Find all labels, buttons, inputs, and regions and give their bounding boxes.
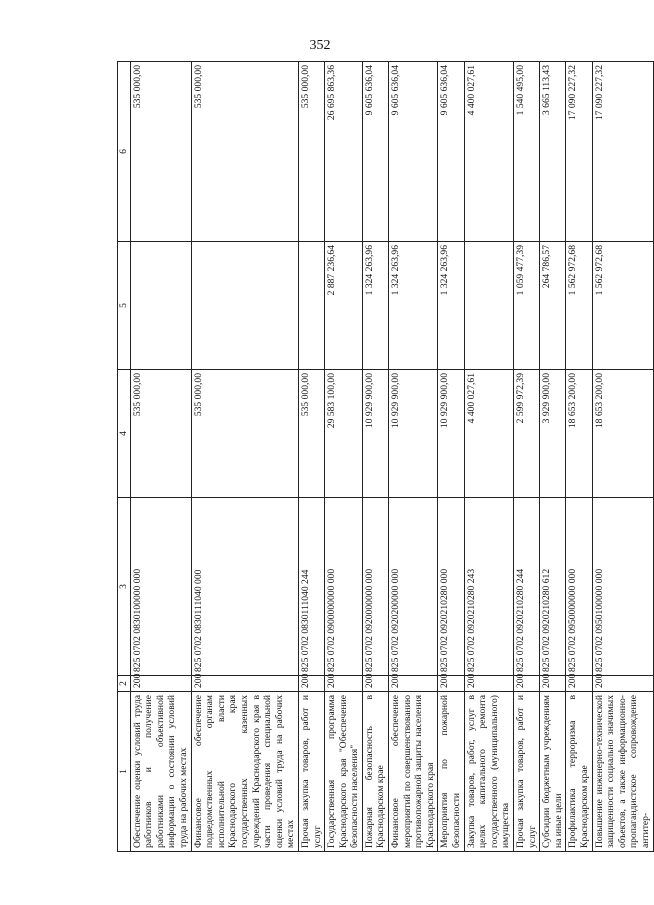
row-value-5: 1 324 263,96 <box>389 242 438 370</box>
row-name: Закупка товаров, работ, услуг в целях капитального ремонта государственного (муниципального) имущества <box>464 692 513 852</box>
table-row <box>362 62 388 852</box>
header-col-3: 3 <box>118 498 131 676</box>
row-value-6: 4 400 027,61 <box>464 62 513 242</box>
row-value-6: 9 605 636,04 <box>362 62 388 242</box>
header-col-2: 2 <box>118 676 131 692</box>
table-row <box>464 62 513 852</box>
table-row <box>592 62 653 852</box>
row-code: 825 0702 0920210280 244 <box>514 498 540 676</box>
row-code: 825 0702 0920210280 612 <box>540 498 566 676</box>
row-code: 825 0702 0920210280 000 <box>438 498 464 676</box>
row-name: Финансовое обеспечение мероприятий по совершенствованию противопожарной защиты населения Краснодарского края <box>389 692 438 852</box>
table-row <box>298 62 324 852</box>
row-value-5: 264 786,57 <box>540 242 566 370</box>
row-value-6: 17 090 227,32 <box>592 62 653 242</box>
row-value-5: 1 324 263,96 <box>362 242 388 370</box>
row-group: 200 <box>130 676 191 692</box>
row-value-4: 10 929 900,00 <box>362 370 388 498</box>
row-value-5 <box>298 242 324 370</box>
row-value-6: 1 540 495,00 <box>514 62 540 242</box>
row-code: 825 0702 0900000000 000 <box>325 498 363 676</box>
row-value-6: 535 000,00 <box>130 62 191 242</box>
row-group: 200 <box>540 676 566 692</box>
row-group: 200 <box>325 676 363 692</box>
row-value-4: 10 929 900,00 <box>438 370 464 498</box>
row-name: Пожарная безопасность в Краснодарском крае <box>362 692 388 852</box>
row-group: 200 <box>362 676 388 692</box>
header-col-6: 6 <box>118 62 131 242</box>
row-code: 825 0702 0950100000 000 <box>592 498 653 676</box>
row-value-6: 9 605 636,04 <box>389 62 438 242</box>
row-value-4: 10 929 900,00 <box>389 370 438 498</box>
budget-table <box>117 61 654 852</box>
page-number: 352 <box>309 38 331 53</box>
row-name: Финансовое обеспечение подведомственных органам исполнительной власти Краснодарского края государственных казенных учреждений Краснодарского края в части проведения специальной оценки условий труда на рабочих местах <box>191 692 298 852</box>
row-value-6: 17 090 227,32 <box>566 62 592 242</box>
rotated-table-container <box>117 62 651 852</box>
header-col-5: 5 <box>118 242 131 370</box>
row-code: 825 0702 0920210280 243 <box>464 498 513 676</box>
row-name: Мероприятия по пожарной безопасности <box>438 692 464 852</box>
table-row <box>389 62 438 852</box>
row-name: Прочая закупка товаров, работ и услуг <box>298 692 324 852</box>
row-value-4: 18 653 200,00 <box>592 370 653 498</box>
row-value-6: 535 000,00 <box>298 62 324 242</box>
row-value-6: 9 605 636,04 <box>438 62 464 242</box>
table-row <box>438 62 464 852</box>
row-value-5: 1 562 972,68 <box>566 242 592 370</box>
row-code: 825 0702 0920000000 000 <box>362 498 388 676</box>
row-value-5: 1 562 972,68 <box>592 242 653 370</box>
row-name: Субсидии бюджетным учреждениям на иные цели <box>540 692 566 852</box>
header-col-1: 1 <box>118 692 131 852</box>
row-value-6: 26 695 863,36 <box>325 62 363 242</box>
row-group: 200 <box>592 676 653 692</box>
row-value-6: 3 665 113,43 <box>540 62 566 242</box>
row-value-4: 18 653 200,00 <box>566 370 592 498</box>
row-group: 200 <box>438 676 464 692</box>
row-group: 200 <box>389 676 438 692</box>
row-value-5: 1 059 477,39 <box>514 242 540 370</box>
row-value-6: 535 000,00 <box>191 62 298 242</box>
row-value-5 <box>191 242 298 370</box>
table-row <box>540 62 566 852</box>
row-value-4: 535 000,00 <box>298 370 324 498</box>
row-name: Повышение инженерно-технической защищенности социально значимых объектов, а также информационно-пропагандистское сопровождение антитер- <box>592 692 653 852</box>
header-row <box>118 62 131 852</box>
row-code: 825 0702 0830111040 000 <box>191 498 298 676</box>
row-value-5 <box>130 242 191 370</box>
row-value-4: 29 583 100,00 <box>325 370 363 498</box>
row-group: 200 <box>464 676 513 692</box>
row-value-4: 2 599 972,39 <box>514 370 540 498</box>
row-code: 825 0702 0920200000 000 <box>389 498 438 676</box>
row-value-5: 2 887 236,64 <box>325 242 363 370</box>
row-value-5 <box>464 242 513 370</box>
row-group: 200 <box>298 676 324 692</box>
table-row <box>566 62 592 852</box>
row-name: Профилактика терроризма в Краснодарском крае <box>566 692 592 852</box>
row-code: 825 0702 0830111040 244 <box>298 498 324 676</box>
table-row <box>130 62 191 852</box>
row-name: Государственная программа Краснодарского края "Обеспечение безопасности населения" <box>325 692 363 852</box>
row-value-4: 3 929 900,00 <box>540 370 566 498</box>
table-row <box>514 62 540 852</box>
row-group: 200 <box>191 676 298 692</box>
table-row <box>191 62 298 852</box>
row-name: Прочая закупка товаров, работ и услуг <box>514 692 540 852</box>
row-value-4: 4 400 027,61 <box>464 370 513 498</box>
row-value-4: 535 000,00 <box>191 370 298 498</box>
row-group: 200 <box>566 676 592 692</box>
row-name: Обеспечение оценки условий труда работников и получение работниками объективной информации о состоянии условий труда на рабочих местах <box>130 692 191 852</box>
row-value-5: 1 324 263,96 <box>438 242 464 370</box>
row-code: 825 0702 0950000000 000 <box>566 498 592 676</box>
header-col-4: 4 <box>118 370 131 498</box>
row-code: 825 0702 0830100000 000 <box>130 498 191 676</box>
table-row <box>325 62 363 852</box>
row-group: 200 <box>514 676 540 692</box>
row-value-4: 535 000,00 <box>130 370 191 498</box>
